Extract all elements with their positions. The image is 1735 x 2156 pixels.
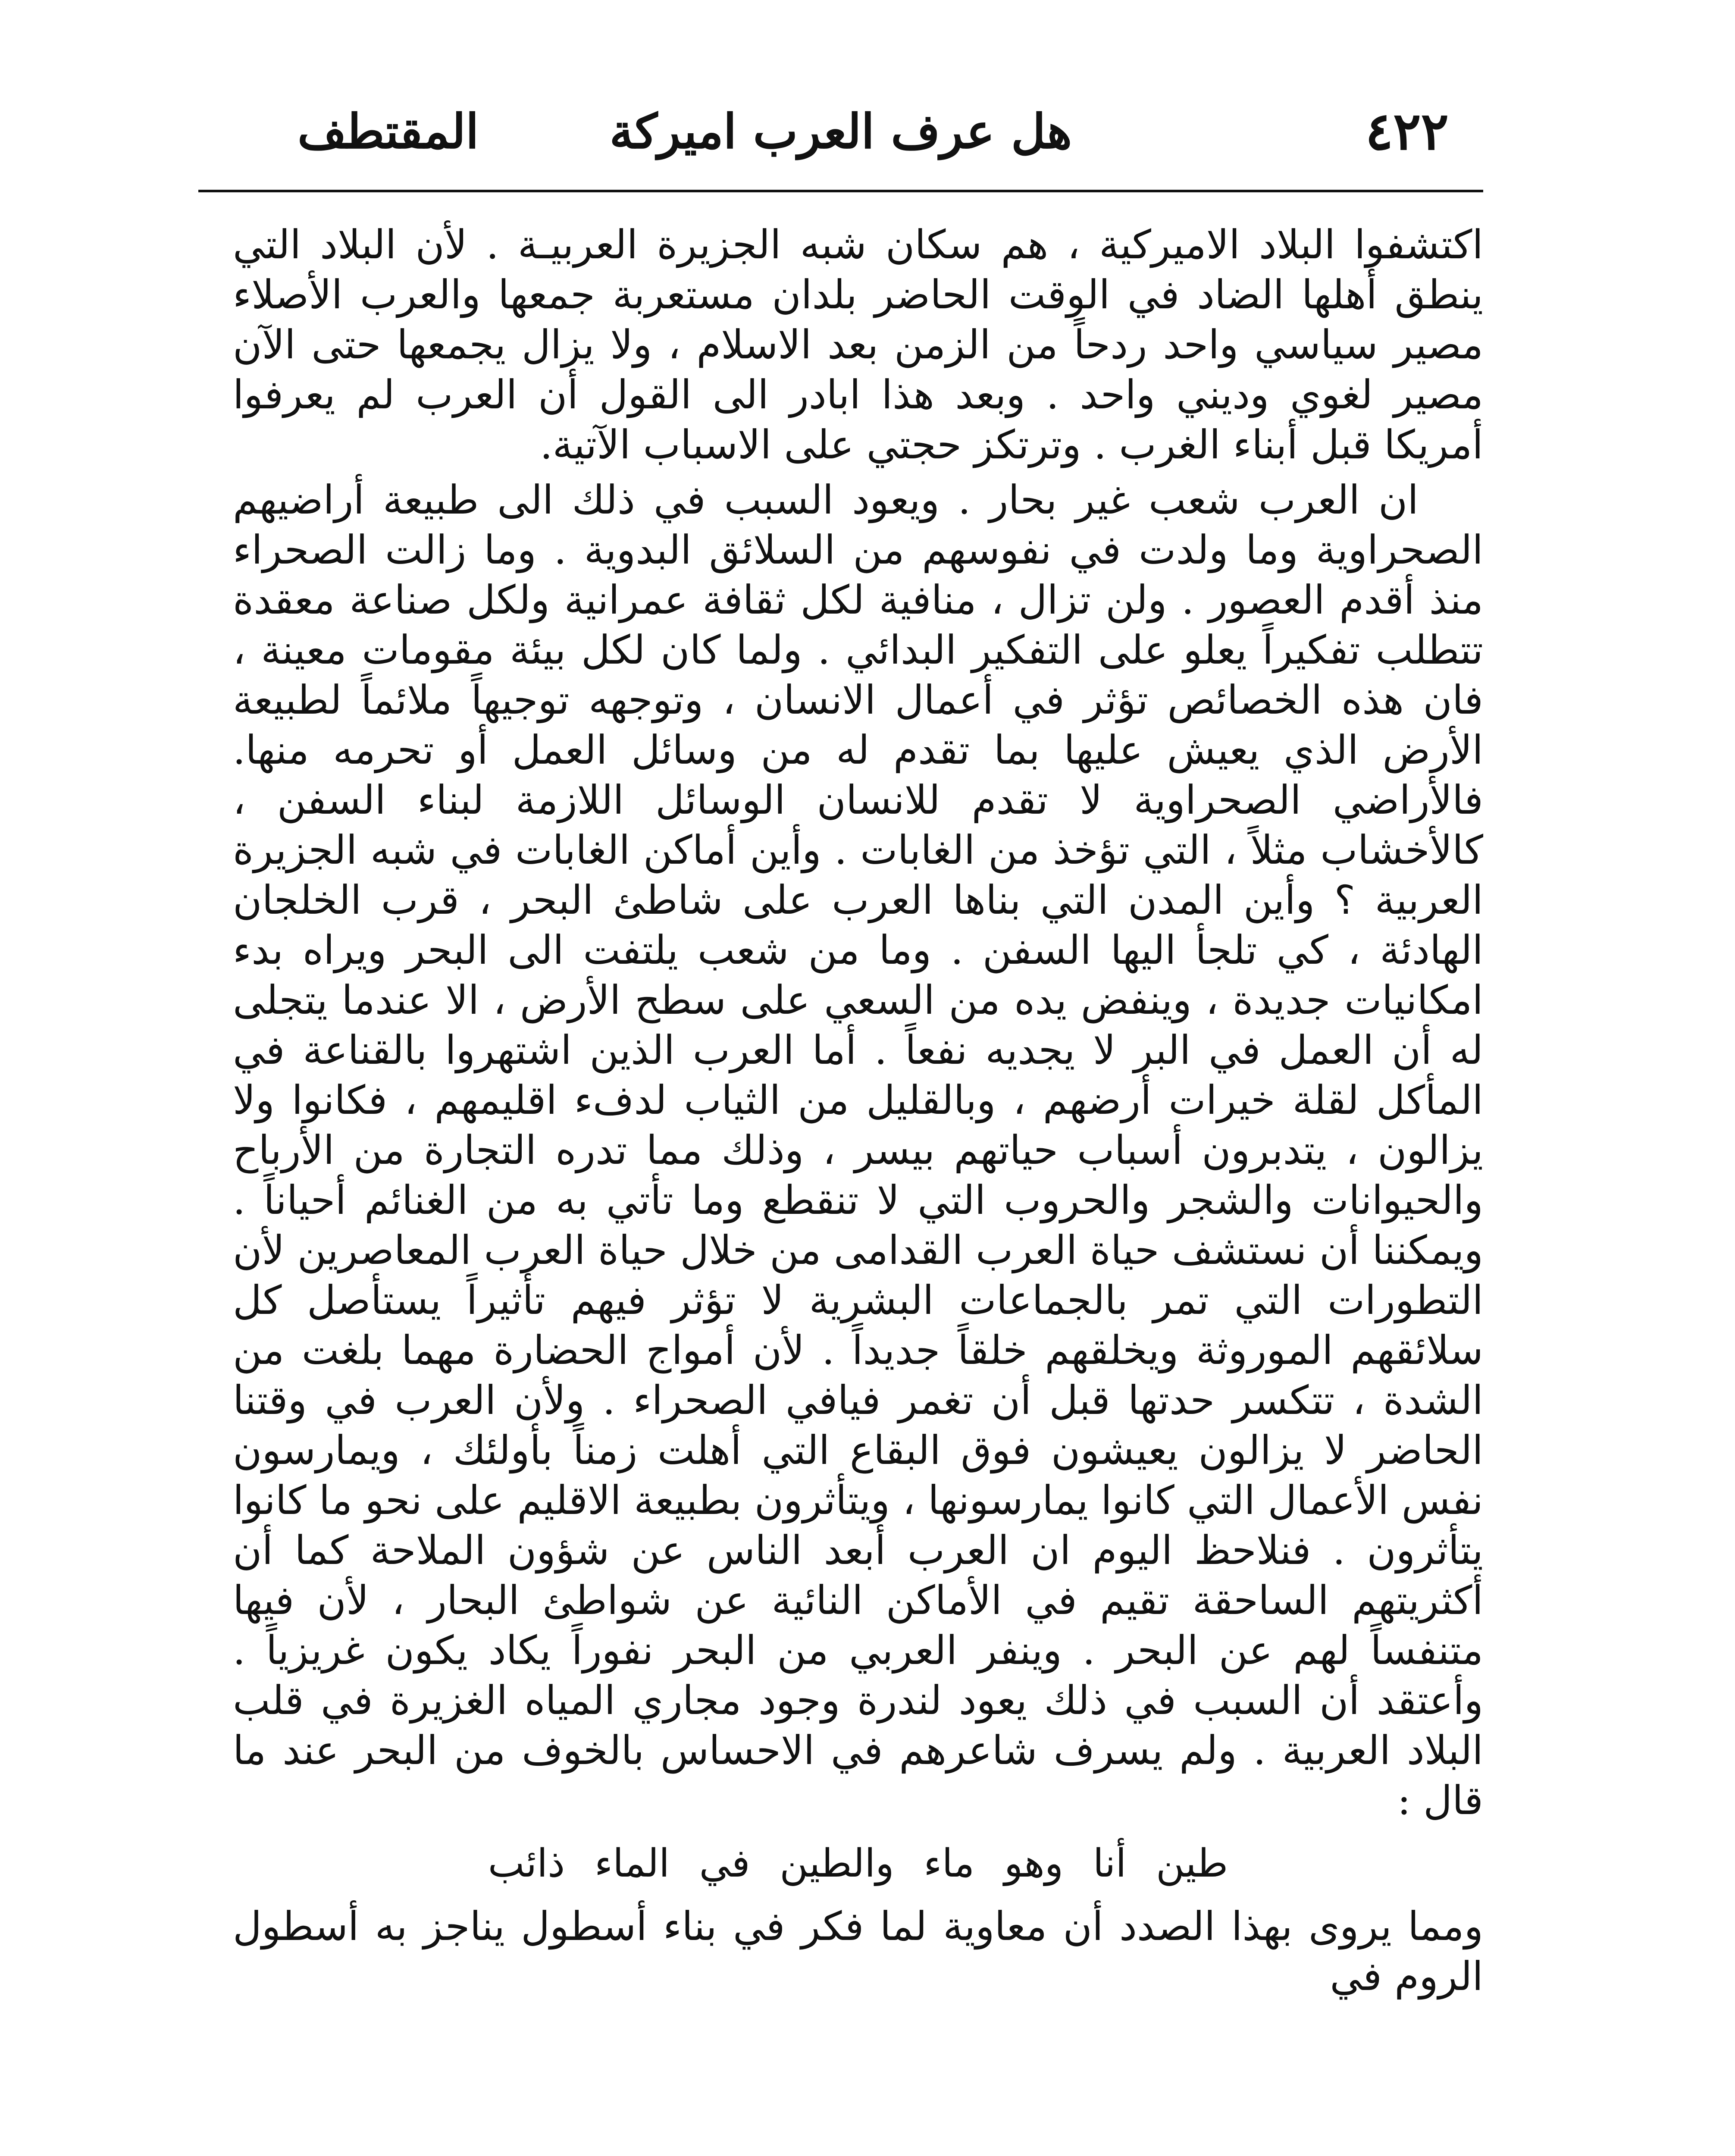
article-body [233, 220, 1483, 2007]
body-paragraph: ان العرب شعب غير بحار . ويعود السبب في ذلك الى طبيعة أراضيهم الصحراوية وما ولدت في نفوسهم من السلائق البدوية . وما زالت الصحراء منذ أقدم العصور . ولن تزال ، منافية لكل ثقافة عمرانية ولكل صناعة معقدة تتطلب تفكيراً يعلو على التفكير البدائي . ولما كان لكل بيئة مقومات معينة ، فان هذه الخصائص تؤثر في أعمال الانسان ، وتوجهه توجيهاً ملائماً لطبيعة الأرض الذي يعيش عليها بما تقدم له من وسائل العمل أو تحرمه منها. فالأراضي الصحراوية لا تقدم للانسان الوسائل اللازمة لبناء السفن ، كالأخشاب مثلاً ، التي تؤخذ من الغابات . وأين أماكن الغابات في شبه الجزيرة العربية ؟ وأين المدن التي بناها العرب على شاطئ البحر ، قرب الخلجان الهادئة ، كي تلجأ اليها السفن . وما من شعب يلتفت الى البحر ويراه بدء امكانيات جديدة ، وينفض يده من السعي على سطح الأرض ، الا عندما يتجلى له أن العمل في البر لا يجديه نفعاً . أما العرب الذين اشتهروا بالقناعة في المأكل لقلة خيرات أرضهم ، وبالقليل من الثياب لدفء اقليمهم ، فكانوا ولا يزالون ، يتدبرون أسباب حياتهم بيسر ، وذلك مما تدره التجارة من الأرباح والحيوانات والشجر والحروب التي لا تنقطع وما تأتي به من الغنائم أحياناً . ويمكننا أن نستشف حياة العرب القدامى من خلال حياة العرب المعاصرين لأن التطورات التي تمر بالجماعات البشرية لا تؤثر فيهم تأثيراً يستأصل كل سلائقهم الموروثة ويخلقهم خلقاً جديداً . لأن أمواج الحضارة مهما بلغت من الشدة ، تتكسر حدتها قبل أن تغمر فيافي الصحراء . ولأن العرب في وقتنا الحاضر لا يزالون يعيشون فوق البقاع التي أهلت زمناً بأولئك ، ويمارسون نفس الأعمال التي كانوا يمارسونها ، ويتأثرون بطبيعة الاقليم على نحو ما كانوا يتأثرون . فنلاحظ اليوم ان العرب أبعد الناس عن شؤون الملاحة كما أن أكثريتهم الساحقة تقيم في الأماكن النائية عن شواطئ البحار ، لأن فيها متنفساً لهم عن البحر . وينفر العربي من البحر نفوراً يكاد يكون غريزياً . وأعتقد أن السبب في ذلك يعود لندرة وجود مجاري المياه الغزيرة في قلب البلاد العربية . ولم يسرف شاعرهم في الاحساس بالخوف من البحر عند ما قال : [233, 477, 1483, 1824]
poetry-verse: طين أنا وهو ماء والطين في الماء ذائب [488, 1841, 1228, 1886]
body-paragraph: اكتشفوا البلاد الاميركية ، هم سكان شبه الجزيرة العربيـة . لأن البلاد التي ينطق أهلها الضاد في الوقت الحاضر بلدان مستعربة جمعها والعرب الأصلاء مصير سياسي واحد ردحاً من الزمن بعد الاسلام ، ولا يزال يجمعها حتى الآن مصير لغوي وديني واحد . وبعد هذا ابادر الى القول أن العرب لم يعرفوا أمريكا قبل أبناء الغرب . وترتكز حجتي على الاسباب الآتية. [233, 222, 1483, 468]
page-number: ٤٢٢ [1365, 101, 1449, 162]
journal-name: المقتطف [298, 103, 479, 159]
article-title: هل عرف العرب اميركة [609, 103, 1072, 159]
header-divider [198, 190, 1483, 192]
closing-paragraph: ومما يروى بهذا الصدد أن معاوية لما فكر في بناء أسطول يناجز به أسطول الروم في [233, 1903, 1483, 1999]
running-header [233, 99, 1449, 164]
